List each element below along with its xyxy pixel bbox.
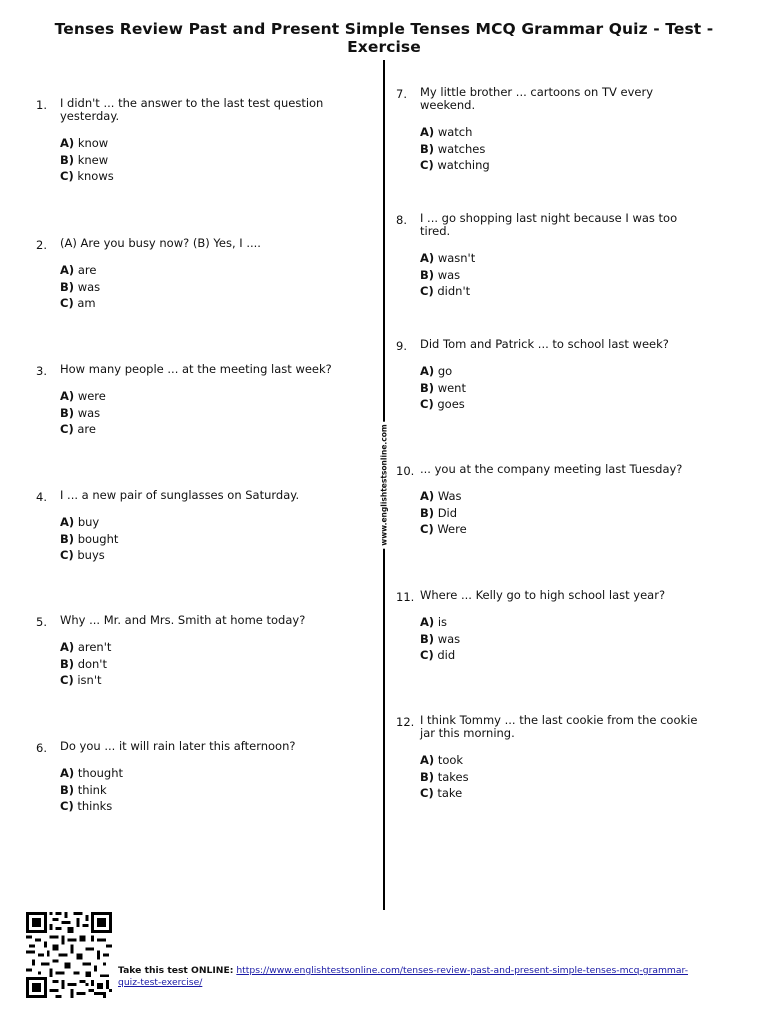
option-letter: B): [60, 405, 75, 420]
option-b[interactable]: [420, 505, 701, 522]
option-letter: B): [60, 279, 75, 294]
option-text: are: [77, 422, 96, 436]
option-text: isn't: [77, 673, 102, 687]
option-c[interactable]: [420, 157, 701, 174]
option-letter: A): [420, 125, 435, 139]
option-list: [60, 765, 341, 815]
option-text: knows: [77, 169, 114, 183]
option-list: [60, 388, 341, 438]
option-text: buy: [77, 515, 100, 529]
option-letter: B): [420, 769, 435, 784]
option-list: [420, 124, 701, 174]
option-text: think: [77, 782, 107, 797]
question-6: [36, 740, 341, 815]
option-letter: C): [60, 422, 74, 436]
option-b[interactable]: [420, 769, 701, 786]
option-b[interactable]: [60, 405, 341, 422]
option-letter: B): [420, 141, 435, 156]
option-c[interactable]: [60, 295, 341, 312]
option-letter: B): [60, 531, 75, 546]
option-text: wasn't: [437, 251, 476, 265]
option-c[interactable]: [60, 547, 341, 564]
question-8: [396, 212, 701, 300]
option-letter: B): [420, 267, 435, 282]
option-letter: A): [420, 753, 435, 767]
option-letter: A): [60, 136, 75, 150]
page-title: Tenses Review Past and Present Simple Tenses MCQ Grammar Quiz - Test - Exercise: [54, 20, 714, 56]
option-b[interactable]: [420, 380, 701, 397]
option-letter: A): [420, 251, 435, 265]
option-letter: A): [420, 364, 435, 378]
option-text: take: [437, 786, 463, 800]
option-c[interactable]: [420, 396, 701, 413]
question-2: [36, 237, 341, 312]
option-c[interactable]: [60, 798, 341, 815]
option-list: [60, 262, 341, 312]
option-text: took: [437, 753, 464, 767]
question-text: Why ... Mr. and Mrs. Smith at home today?: [60, 613, 306, 627]
option-a[interactable]: [420, 488, 701, 505]
option-text: watches: [437, 141, 486, 156]
option-a[interactable]: [420, 614, 701, 631]
option-text: was: [77, 405, 101, 420]
question-number: 5.: [36, 615, 47, 629]
option-letter: B): [60, 656, 75, 671]
question-12: [396, 714, 701, 802]
option-letter: C): [60, 548, 74, 562]
option-b[interactable]: [420, 267, 701, 284]
option-text: thought: [77, 766, 124, 780]
option-letter: C): [420, 522, 434, 536]
option-list: [60, 639, 341, 689]
question-text: I ... a new pair of sunglasses on Saturday.: [60, 488, 300, 502]
option-c[interactable]: [420, 521, 701, 538]
option-a[interactable]: [60, 765, 341, 782]
option-letter: B): [420, 380, 435, 395]
option-letter: B): [420, 505, 435, 520]
option-letter: B): [420, 631, 435, 646]
option-a[interactable]: [420, 752, 701, 769]
question-text: How many people ... at the meeting last week?: [60, 362, 332, 376]
question-text: Do you ... it will rain later this afternoon?: [60, 739, 296, 753]
option-text: bought: [77, 531, 119, 546]
question-number: 7.: [396, 87, 407, 101]
option-text: were: [77, 389, 106, 403]
option-text: Were: [437, 522, 467, 536]
option-text: know: [77, 136, 109, 150]
option-text: went: [437, 380, 466, 395]
option-c[interactable]: [60, 168, 341, 185]
question-text: I didn't ... the answer to the last test question yesterday.: [60, 96, 324, 123]
option-letter: C): [60, 673, 74, 687]
option-letter: A): [60, 640, 75, 654]
site-watermark-text: www.englishtestsonline.com: [378, 421, 391, 548]
option-b[interactable]: [60, 279, 341, 296]
option-a[interactable]: [420, 250, 701, 267]
option-letter: C): [60, 296, 74, 310]
option-a[interactable]: [60, 514, 341, 531]
option-text: watching: [437, 158, 490, 172]
option-text: thinks: [77, 799, 113, 813]
option-text: buys: [77, 548, 105, 562]
option-b[interactable]: [420, 141, 701, 158]
option-letter: A): [60, 263, 75, 277]
option-text: didn't: [437, 284, 471, 298]
question-1: [36, 97, 341, 185]
option-text: was: [77, 279, 101, 294]
question-11: [396, 589, 701, 664]
qr-code-icon[interactable]: [24, 912, 114, 998]
option-list: [60, 514, 341, 564]
option-text: knew: [77, 152, 109, 167]
question-4: [36, 489, 341, 564]
option-b[interactable]: [60, 152, 341, 169]
question-number: 8.: [396, 213, 407, 227]
option-text: watch: [437, 125, 473, 139]
option-letter: C): [420, 397, 434, 411]
option-a[interactable]: [60, 135, 341, 152]
option-letter: A): [420, 615, 435, 629]
option-a[interactable]: [420, 124, 701, 141]
option-text: am: [77, 296, 96, 310]
option-c[interactable]: [420, 283, 701, 300]
option-letter: A): [60, 515, 75, 529]
option-text: was: [437, 267, 461, 282]
question-number: 12.: [396, 715, 415, 729]
question-number: 2.: [36, 238, 47, 252]
option-text: go: [437, 364, 453, 378]
option-letter: C): [420, 158, 434, 172]
option-list: [60, 135, 341, 185]
option-text: Did: [437, 505, 458, 520]
question-3: [36, 363, 341, 438]
question-9: [396, 338, 701, 413]
option-c[interactable]: [60, 672, 341, 689]
option-a[interactable]: [420, 363, 701, 380]
question-text: I ... go shopping last night because I was too tired.: [420, 211, 678, 238]
question-number: 9.: [396, 339, 407, 353]
option-a[interactable]: [60, 262, 341, 279]
online-test-link[interactable]: https://www.englishtestsonline.com/tenses-review-past-and-present-simple-tenses-mcq-grammar-quiz-test-exercise/: [118, 965, 689, 988]
option-letter: C): [420, 786, 434, 800]
option-a[interactable]: [60, 388, 341, 405]
question-text: Where ... Kelly go to high school last year?: [420, 588, 666, 602]
option-text: did: [437, 648, 456, 662]
question-number: 6.: [36, 741, 47, 755]
question-number: 3.: [36, 364, 47, 378]
option-text: don't: [77, 656, 107, 671]
option-letter: A): [420, 489, 435, 503]
option-b[interactable]: [60, 531, 341, 548]
question-text: ... you at the company meeting last Tuesday?: [420, 462, 683, 476]
option-letter: C): [420, 284, 434, 298]
question-number: 1.: [36, 98, 47, 112]
question-text: My little brother ... cartoons on TV every weekend.: [420, 85, 654, 112]
option-c[interactable]: [60, 421, 341, 438]
option-letter: C): [60, 799, 74, 813]
question-7: [396, 86, 701, 174]
online-test-link-block: [118, 965, 698, 988]
question-text: Did Tom and Patrick ... to school last week?: [420, 337, 669, 351]
option-letter: C): [420, 648, 434, 662]
question-number: 10.: [396, 464, 415, 478]
option-letter: A): [60, 766, 75, 780]
option-b[interactable]: [60, 782, 341, 799]
option-list: [420, 614, 701, 664]
option-list: [420, 488, 701, 538]
question-number: 4.: [36, 490, 47, 504]
option-text: was: [437, 631, 461, 646]
option-c[interactable]: [420, 785, 701, 802]
option-list: [420, 363, 701, 413]
question-text: I think Tommy ... the last cookie from the cookie jar this morning.: [420, 713, 698, 740]
option-letter: C): [60, 169, 74, 183]
option-list: [420, 752, 701, 802]
option-c[interactable]: [420, 647, 701, 664]
option-b[interactable]: [60, 656, 341, 673]
option-text: takes: [437, 769, 469, 784]
option-letter: B): [60, 152, 75, 167]
footer: [24, 912, 744, 1002]
option-text: goes: [437, 397, 465, 411]
option-b[interactable]: [420, 631, 701, 648]
option-letter: B): [60, 782, 75, 797]
option-letter: A): [60, 389, 75, 403]
option-text: Was: [437, 489, 462, 503]
question-text: (A) Are you busy now? (B) Yes, I ....: [60, 236, 261, 250]
online-label: Take this test ONLINE:: [118, 965, 234, 976]
question-number: 11.: [396, 590, 415, 604]
option-text: is: [437, 615, 447, 629]
option-list: [420, 250, 701, 300]
option-text: aren't: [77, 640, 112, 654]
question-10: [396, 463, 701, 538]
option-text: are: [77, 263, 97, 277]
question-5: [36, 614, 341, 689]
option-a[interactable]: [60, 639, 341, 656]
